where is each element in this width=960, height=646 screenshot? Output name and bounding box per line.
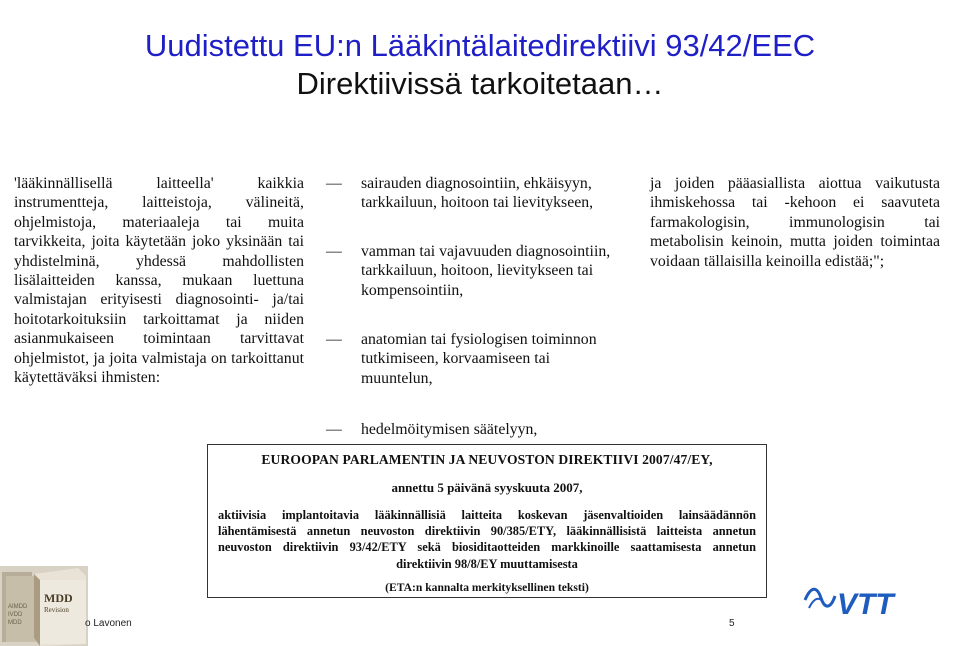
vtt-logo [803,578,921,622]
page-number: 5 [729,618,735,629]
directive-note: (ETA:n kannalta merkityksellinen teksti) [385,581,589,594]
dash-bullet: — [326,331,342,348]
mdd-book-image [0,566,88,646]
purpose-text: anatomian tai fysiologisen toiminnon tutkimiseen, korvaamiseen tai muuntelun, [361,331,597,387]
directive-date: annettu 5 päivänä syyskuuta 2007, [391,480,583,495]
directive-body: aktiivisia implantoitavia lääkinnällisiä laitteita koskevan jäsenvaltioiden lainsäädännön lähentämisestä annetun neuvoston direktiivin 90/385/ETY, lääkinnällisistä laitteista annetun neuvoston direktiivin 93/42/ETY sekä biosiditaotteiden markkinoille saattamisesta annetun direktiivin 98/8/EY muuttamisesta [218,508,756,571]
book-spine-label: IVDD [8,612,23,618]
book-spine-label: MDD [8,620,22,626]
slide-subtitle: Direktiivissä tarkoitetaan… [296,66,664,101]
continuation-text: ja joiden pääasiallista aiottua vaikutusta ihmiskehossa tai -kehoon ei saavuteta farmakologisin, immunologisin tai metabolisin keinoin, mutta joiden toimintaa voidaan tällaisilla keinoilla edistää;"; [650,175,940,270]
definition-text: 'lääkinnällisellä laitteella' kaikkia instrumentteja, laitteistoja, välineitä, ohjelmistoja, materiaaleja tai muita tarvikkeita, joita käytetään joko yksinään tai yhdistelminä, yhdessä mahdollisten lisälaitteiden kanssa, mukaan luettuna valmistajan erityisesti diagnosointi- ja/tai hoitotarkoituksiin tarkoittamat ja niiden asianmukaiseen toimintaan tarvittavat ohjelmistot, ja joita valmistaja on tarkoittanut käytettäväksi ihmisten: [14,175,304,387]
book-illustration [0,566,88,646]
vtt-logo-text: VTT [837,588,894,621]
slide-title: Uudistettu EU:n Lääkintälaitedirektiivi 93/42/EEC [144,28,816,63]
directive-title: EUROOPAN PARLAMENTIN JA NEUVOSTON DIREKTIIVI 2007/47/EY, [261,452,713,467]
directive-header-box [207,444,767,598]
purpose-text: hedelmöitymisen säätelyyn, [361,421,538,438]
footer-author: o Lavonen [85,618,132,629]
continuation-column [650,174,940,271]
book-title: MDD [44,591,73,605]
dash-bullet: — [326,175,342,192]
purpose-text: sairauden diagnosointiin, ehkäisyyn, tarkkailuun, hoitoon tai lievitykseen, [361,175,594,212]
vtt-logo-icon [803,578,921,622]
book-subtitle: Revision [44,606,69,614]
definition-column [14,174,304,387]
dash-bullet: — [326,421,342,438]
purpose-text: vamman tai vajavuuden diagnosointiin, tarkkailuun, hoitoon, lievitykseen tai kompensointiin, [361,243,611,299]
dash-bullet: — [326,243,342,260]
book-spine-label: AIMDD [8,604,28,610]
